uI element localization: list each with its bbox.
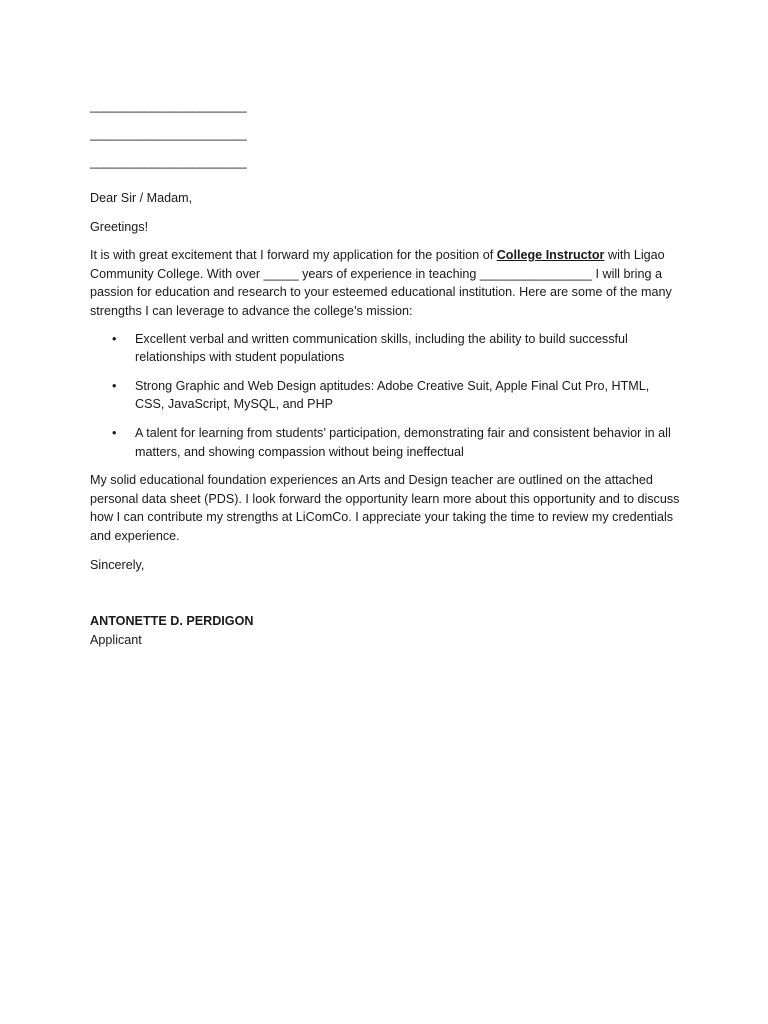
strengths-list bbox=[90, 330, 680, 462]
salutation: Dear Sir / Madam, bbox=[90, 191, 193, 205]
strength-text-1: Excellent verbal and written communication skills, including the ability to build successful relationships with student populations bbox=[135, 331, 628, 365]
intro-text-after: with Ligao Community College. With over _____ years of experience in teaching ________________ I will bring a passion for education and research to your esteemed educational institution. Here are some of the many strengths I can leverage to advance the college’s mission: bbox=[90, 248, 672, 318]
signature-title: Applicant bbox=[90, 632, 142, 647]
address-line-1: _______________________ bbox=[90, 99, 247, 113]
intro-text-before: It is with great excitement that I forward my application for the position of bbox=[90, 248, 497, 263]
address-block bbox=[90, 92, 680, 176]
strength-item-2 bbox=[90, 377, 680, 414]
address-line-2: _______________________ bbox=[90, 127, 247, 141]
strength-text-2: Strong Graphic and Web Design aptitudes: Adobe Creative Suit, Apple Final Cut Pro, HTML, CSS, JavaScript, MySQL, and PHP bbox=[135, 378, 650, 412]
strength-text-3: A talent for learning from students’ participation, demonstrating fair and consistent behavior in all matters, and showing compassion without being ineffectual bbox=[135, 425, 671, 459]
greeting: Greetings! bbox=[90, 219, 149, 234]
position-title: College Instructor bbox=[496, 248, 605, 263]
bullet-icon: • bbox=[112, 331, 117, 346]
signature-name: ANTONETTE D. PERDIGON bbox=[90, 614, 254, 629]
bullet-icon: • bbox=[112, 425, 117, 440]
bullet-icon: • bbox=[112, 378, 117, 393]
address-line-3: _______________________ bbox=[90, 155, 247, 169]
letter-page bbox=[90, 92, 680, 649]
strength-item-3 bbox=[90, 424, 680, 461]
strength-item-1 bbox=[90, 330, 680, 367]
intro-paragraph bbox=[90, 246, 680, 320]
closing-paragraph: My solid educational foundation experiences an Arts and Design teacher are outlined on the attached personal data sheet (PDS). I look forward the opportunity learn more about this opportunity and to discuss how I can contribute my strengths at LiComCo. I appreciate your taking the time to review my credentials and experience. bbox=[90, 473, 680, 543]
sign-off: Sincerely, bbox=[90, 557, 145, 572]
